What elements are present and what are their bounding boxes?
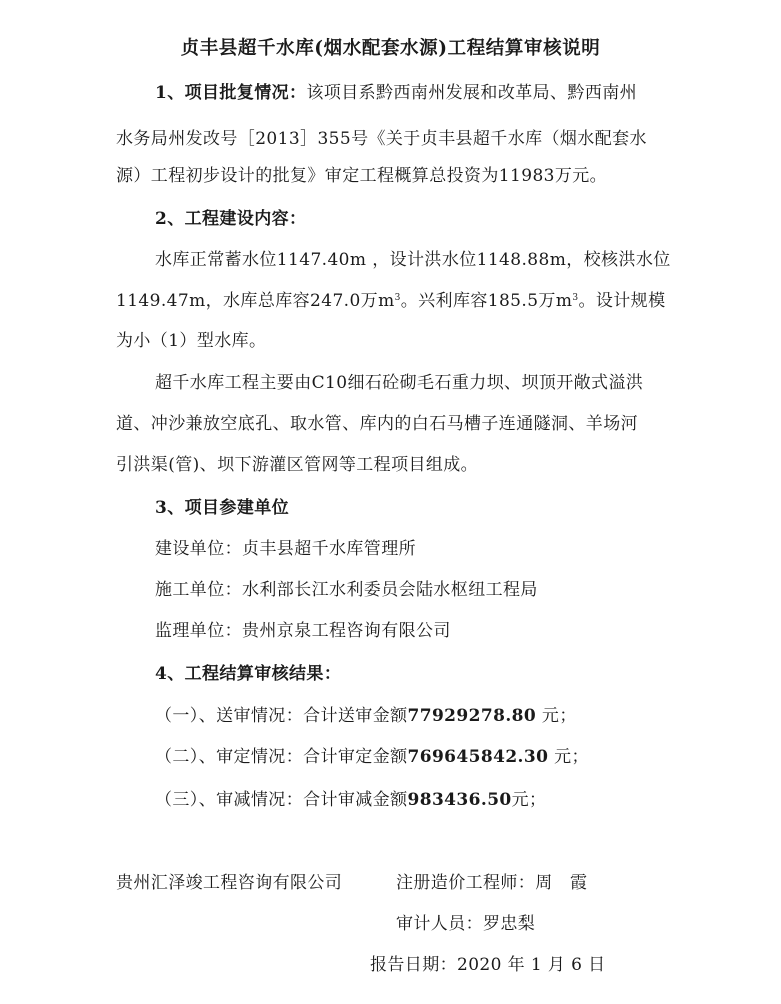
- result-approved-amount: 769645842.30: [407, 747, 549, 767]
- result-reduced-amount: 983436.50: [407, 790, 512, 810]
- section2-p2-l3: 引洪渠(管)、坝下游灌区管网等工程项目组成。: [116, 455, 479, 475]
- section1-text-l1: 该项目系黔西南州发展和改革局、黔西南州: [306, 83, 638, 103]
- section1-line1: [155, 82, 637, 104]
- section2-p2-l1: 超千水库工程主要由C10细石砼砌毛石重力坝、坝顶开敞式溢洪: [155, 373, 644, 393]
- audit-company: 贵州汇泽竣工程咨询有限公司: [116, 873, 343, 893]
- result-approved-label: （二）、审定情况：合计审定金额: [155, 747, 408, 767]
- result-approved: [155, 746, 589, 768]
- cost-engineer: 注册造价工程师：周 霞: [396, 873, 588, 893]
- result-reduced-label: （三）、审减情况：合计审减金额: [155, 790, 408, 810]
- section3-heading: 3、项目参建单位: [155, 498, 290, 518]
- cubic-superscript: 3: [572, 293, 579, 303]
- result-submitted-amount: 77929278.80: [407, 706, 537, 726]
- cubic-superscript: 3: [394, 293, 401, 303]
- result-reduced: [155, 789, 546, 811]
- result-submitted-label: （一）、送审情况：合计送审金额: [155, 706, 408, 726]
- supervisor-unit: 监理单位：贵州京泉工程咨询有限公司: [155, 621, 451, 641]
- document-title: 贞丰县超千水库(烟水配套水源)工程结算审核说明: [180, 38, 601, 59]
- section2-p1-l3: 为小（1）型水库。: [116, 331, 267, 351]
- result-submitted: [155, 705, 577, 727]
- contractor-unit: 施工单位：水利部长江水利委员会陆水枢纽工程局: [155, 580, 538, 600]
- section4-heading: 4、工程结算审核结果：: [155, 664, 342, 684]
- section2-p1-l1: 水库正常蓄水位1147.40m ，设计洪水位1148.88m，校核洪水位: [155, 250, 671, 270]
- result-submitted-unit: 元；: [541, 706, 577, 726]
- result-reduced-unit: 元；: [511, 790, 547, 810]
- useful-capacity-text: 。兴利库容185.5万m: [400, 291, 573, 311]
- design-scale-text: 。设计规模: [578, 291, 666, 311]
- section2-p2-l2: 道、冲沙兼放空底孔、取水管、库内的白石马槽子连通隧洞、羊场河: [116, 414, 638, 434]
- total-capacity-text: 1149.47m，水库总库容247.0万m: [116, 291, 395, 311]
- report-date: 报告日期：2020 年 1 月 6 日: [370, 955, 606, 975]
- section1-heading: 1、项目批复情况：: [155, 83, 307, 103]
- section1-text-l3: 源）工程初步设计的批复》审定工程概算总投资为11983万元。: [116, 166, 608, 186]
- section1-text-l2: 水务局州发改号［2013］355号《关于贞丰县超千水库（烟水配套水: [116, 129, 647, 149]
- result-approved-unit: 元；: [554, 747, 589, 767]
- section2-heading: 2、工程建设内容：: [155, 209, 307, 229]
- section2-p1-l2: [116, 290, 665, 312]
- auditor-name: 审计人员：罗忠梨: [396, 914, 536, 934]
- builder-unit: 建设单位：贞丰县超千水库管理所: [155, 539, 416, 559]
